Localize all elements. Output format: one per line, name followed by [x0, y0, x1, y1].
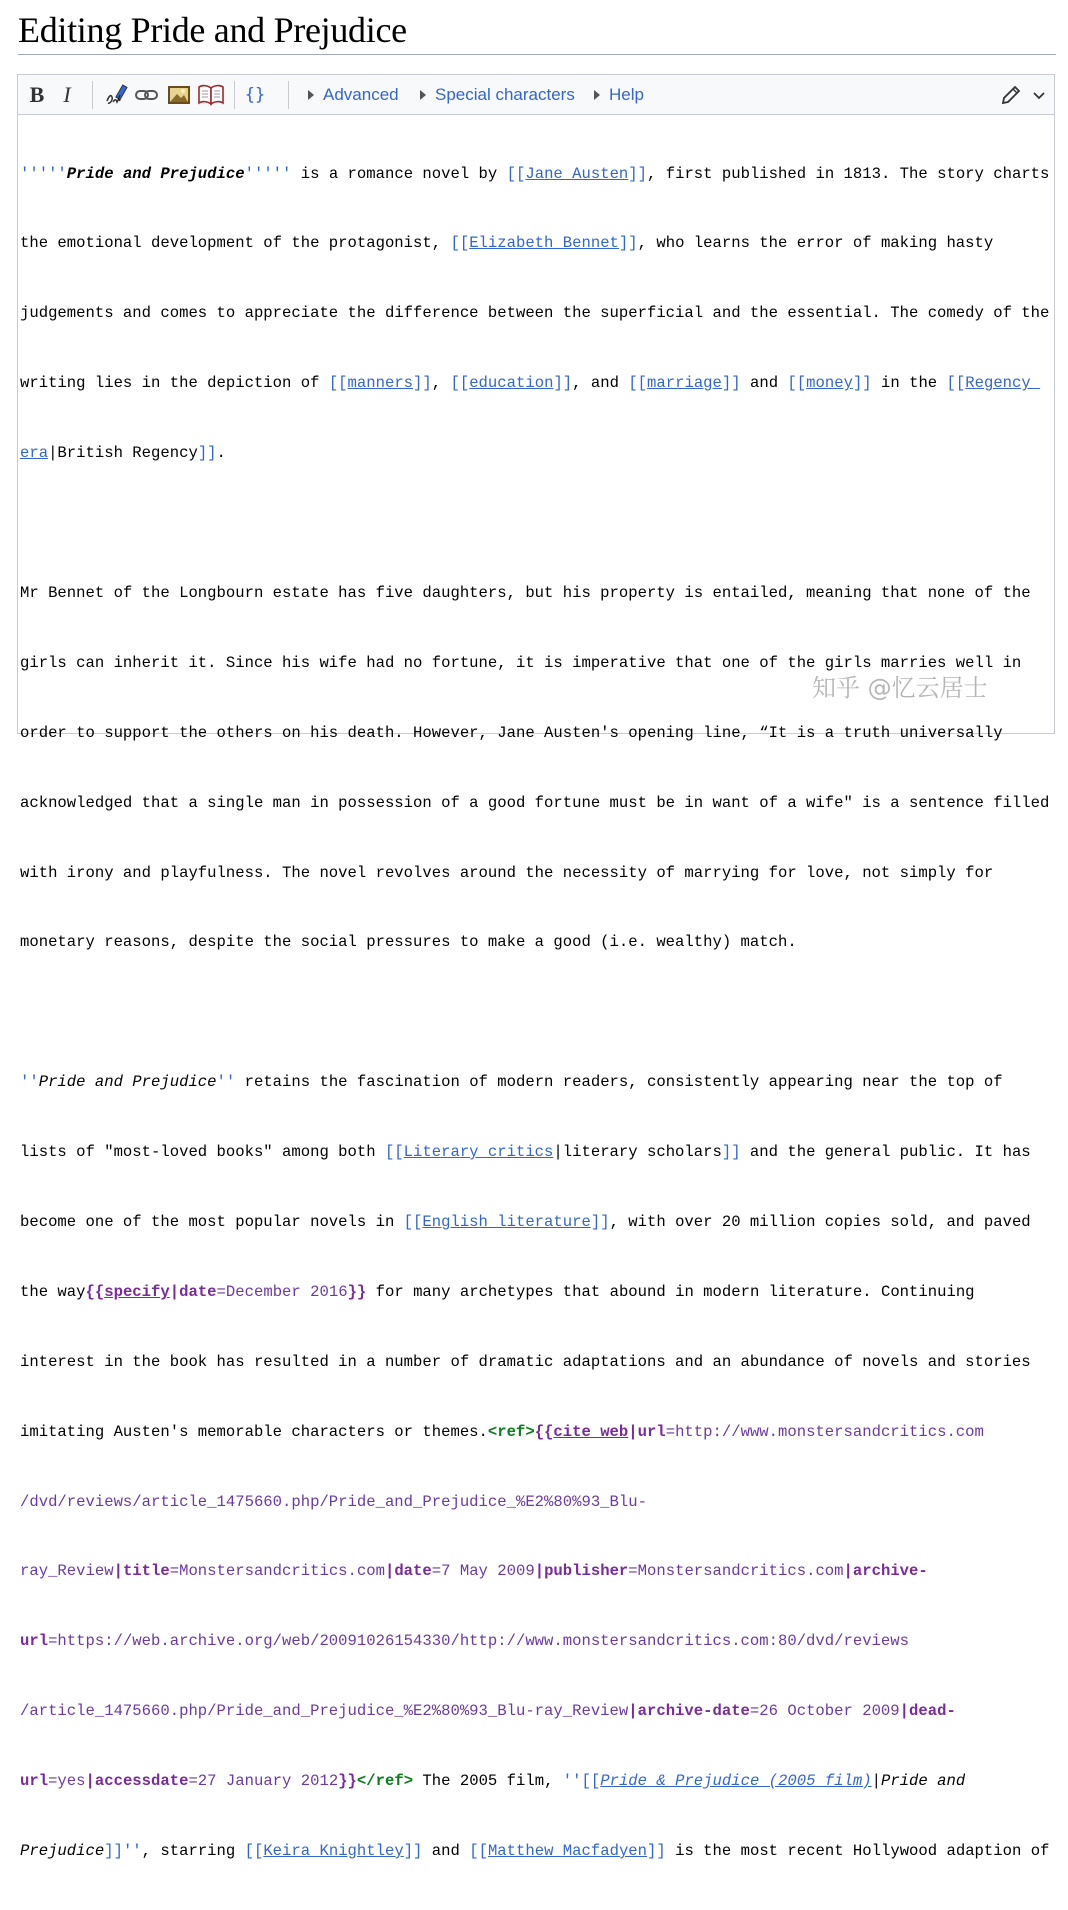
- text-line: ray_Review|title=Monstersandcritics.com|date=7 May 2009|publisher=Monstersandcritics.com|archive-: [20, 1562, 928, 1581]
- pencil-icon: [1000, 84, 1022, 106]
- advanced-menu[interactable]: [308, 75, 399, 114]
- template-braces-icon: {}: [244, 84, 266, 105]
- blank-line: [20, 1001, 1054, 1024]
- toolbar-divider: [234, 81, 235, 109]
- text-line: imitating Austen's memorable characters or themes.<ref>{{cite web|url=http://www.monstersandcritics.com: [20, 1422, 984, 1441]
- wikilink[interactable]: English literature: [422, 1212, 591, 1231]
- advanced-label: Advanced: [323, 84, 399, 104]
- italic-button[interactable]: I: [63, 81, 71, 107]
- wikilink[interactable]: Literary critics: [403, 1143, 554, 1162]
- bold-button[interactable]: B: [29, 81, 45, 107]
- wikilink[interactable]: Regency: [965, 374, 1041, 393]
- text-line: become one of the most popular novels in [[English literature]], with over 20 million copies sold, and paved: [20, 1212, 1031, 1231]
- link-icon: [134, 82, 160, 108]
- text-line: the emotional development of the protagonist, [[Elizabeth Bennet]], who learns the error of making hasty: [20, 234, 994, 253]
- text-line: /dvd/reviews/article_1475660.php/Pride_and_Prejudice_%E2%80%93_Blu-: [20, 1492, 647, 1511]
- text-line: the way{{specify|date=December 2016}} for many archetypes that abound in modern literature. Continuing: [20, 1282, 975, 1301]
- chevron-down-icon: [1032, 88, 1046, 102]
- text-line: Mr Bennet of the Longbourn estate has five daughters, but his property is entailed, meaning that none of the: [20, 583, 1031, 602]
- reference-button[interactable]: [196, 75, 226, 114]
- wikilink[interactable]: Elizabeth Bennet: [469, 234, 619, 253]
- special-characters-label: Special characters: [435, 84, 575, 104]
- template-button[interactable]: [240, 75, 270, 114]
- blank-line: [20, 512, 1054, 535]
- wikitext-editor: [17, 74, 1055, 1860]
- expand-triangle-icon: [594, 90, 600, 100]
- wikilink[interactable]: money: [806, 374, 853, 393]
- text-line: era|British Regency]].: [20, 444, 226, 463]
- signature-icon: [104, 82, 130, 108]
- wikilink[interactable]: manners: [347, 374, 414, 393]
- expand-triangle-icon: [308, 90, 314, 100]
- help-menu[interactable]: [594, 75, 644, 114]
- wikilink[interactable]: Keira Knightley: [263, 1841, 404, 1860]
- wikilink[interactable]: Pride & Prejudice (2005 film): [600, 1772, 872, 1791]
- reference-book-icon: [197, 82, 225, 108]
- wikilink[interactable]: era: [20, 444, 49, 463]
- wikilink[interactable]: marriage: [647, 374, 722, 393]
- text-line: with irony and playfulness. The novel revolves around the necessity of marrying for love, not simply for: [20, 863, 994, 882]
- wikilink[interactable]: Matthew Macfadyen: [487, 1841, 648, 1860]
- text-line: Prejudice]]'', starring [[Keira Knightley]] and [[Matthew Macfadyen]] is the most recent Hollywood adaption of: [20, 1841, 1050, 1860]
- wikitext-textarea[interactable]: [20, 116, 1054, 1910]
- text-line: order to support the others on his death. However, Jane Austen's opening line, “It is a truth universally: [20, 723, 1003, 742]
- text-line: /article_1475660.php/Pride_and_Prejudice_%E2%80%93_Blu-ray_Review|archive-date=26 October 2009|dead-: [20, 1702, 956, 1721]
- watermark: 知乎 @忆云居士: [812, 674, 988, 702]
- toolbar-divider: [92, 81, 93, 109]
- text-line: lists of "most-loved books" among both [[Literary critics|literary scholars]] and the general public. It has: [20, 1143, 1031, 1162]
- text-line: judgements and comes to appreciate the difference between the superficial and the essential. The comedy of the: [20, 304, 1050, 323]
- signature-button[interactable]: [102, 75, 132, 114]
- special-characters-menu[interactable]: [420, 75, 575, 114]
- wikilink[interactable]: education: [469, 374, 554, 393]
- text-line: ''Pride and Prejudice'' retains the fascination of modern readers, consistently appearing near the top of: [20, 1073, 1003, 1092]
- expand-triangle-icon: [420, 90, 426, 100]
- template-name[interactable]: cite web: [553, 1422, 629, 1441]
- text-line: interest in the book has resulted in a number of dramatic adaptations and an abundance of novels and stories: [20, 1352, 1031, 1371]
- text-line: '''''Pride and Prejudice''''' is a romance novel by [[Jane Austen]], first published in 1813. The story charts: [20, 164, 1050, 183]
- image-button[interactable]: [164, 75, 194, 114]
- text-line: girls can inherit it. Since his wife had no fortune, it is imperative that one of the girls marries well in: [20, 653, 1022, 672]
- text-line: url=https://web.archive.org/web/20091026154330/http://www.monstersandcritics.com:80/dvd/reviews: [20, 1632, 909, 1651]
- editor-toolbar: [18, 75, 1054, 115]
- text-line: writing lies in the depiction of [[manners]], [[education]], and [[marriage]] and [[money]] in the [[Regency: [20, 374, 1041, 393]
- template-name[interactable]: specify: [104, 1282, 170, 1301]
- link-button[interactable]: [132, 75, 162, 114]
- toolbar-divider: [288, 81, 289, 109]
- page-title: Editing Pride and Prejudice: [18, 10, 407, 50]
- text-line: acknowledged that a single man in possession of a good fortune must be in want of a wife" is a sentence filled: [20, 793, 1050, 812]
- image-icon: [166, 82, 192, 108]
- text-line: url=yes|accessdate=27 January 2012}}</ref> The 2005 film, ''[[Pride & Prejudice (2005 film)|Pride and: [20, 1772, 966, 1791]
- help-label: Help: [609, 84, 644, 104]
- edit-mode-switch[interactable]: [1000, 75, 1046, 114]
- title-divider: [18, 54, 1056, 55]
- wikilink[interactable]: Jane Austen: [525, 164, 629, 183]
- text-line: monetary reasons, despite the social pressures to make a good (i.e. wealthy) match.: [20, 933, 797, 952]
